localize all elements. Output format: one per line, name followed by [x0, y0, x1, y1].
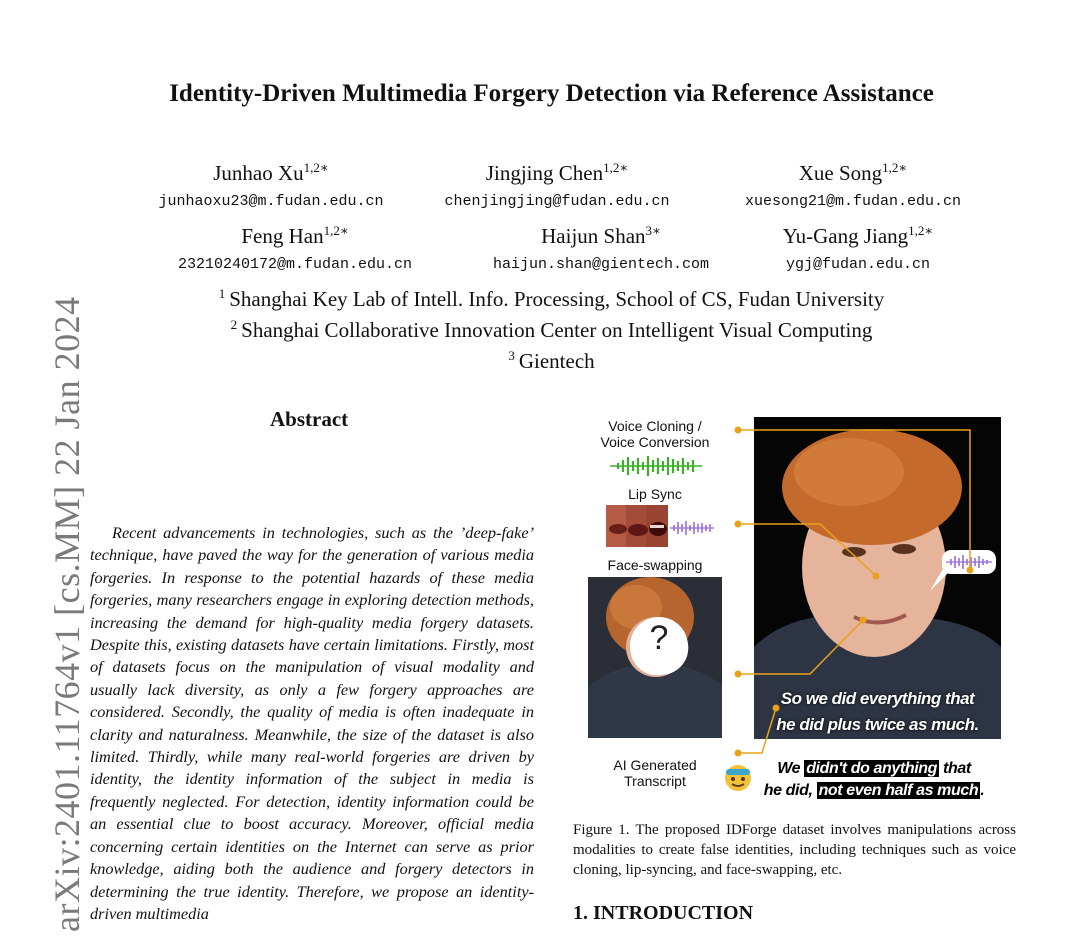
abstract-text: Recent advancements in technologies, such as the ’deep-fake’ technique, have paved the way for the generation of various media forgeries. In response to the potential hazards of these media forgeries, many researchers engage in exploring detection methods, increasing the demand for high-quality media forgery datasets. Despite this, existing datasets have certain limitations. Firstly, most of datasets focus on the manipulation of visual modality and usually lack diversity, as only a few forgery approaches are considered. Secondly, the quality of media is often inadequate in clarity and naturalness. Meanwhile, the size of the dataset is also limited. Thirdly, while many real-world forgeries are driven by identity, the identity information of the subject in media is frequently neglected. For detection, identity information could be an essential clue to boost accuracy. Moreover, official media concerning certain identities on the Internet can serve as prior knowledge, aiding both the audience and forgery detectors in determining the true identity. Therefore, we propose an identity-driven multimedia	[90, 523, 534, 923]
author-email: haijun.shan@gientech.com	[492, 256, 710, 273]
author-block	[145, 218, 445, 275]
author-block	[451, 218, 751, 275]
author-name: Jingjing Chen$^{1,2∗}$	[485, 160, 629, 185]
label-face-swapping: Face-swapping	[607, 557, 703, 573]
author-name: Feng Han$^{1,2∗}$	[241, 223, 349, 248]
affiliation-line: $^1$ Shanghai Key Lab of Intell. Info. Processing, School of CS, Fudan University	[218, 286, 885, 311]
author-email: ygj@fudan.edu.cn	[785, 256, 931, 273]
video-subtitle-line: he did plus twice as much.	[776, 715, 979, 734]
label-voice-cloning: Voice Cloning / Voice Conversion	[600, 418, 710, 450]
section-heading: 1. INTRODUCTION	[573, 902, 754, 924]
author-name: Yu-Gang Jiang$^{1,2∗}$	[782, 223, 934, 248]
author-name: Junhao $Xu^{1,2∗}$	[213, 160, 329, 185]
voice-waveform-icon	[610, 455, 702, 477]
author-email: 23210240172@m.fudan.edu.cn	[177, 256, 413, 273]
lip-sync-image	[606, 505, 668, 547]
author-block	[708, 218, 1008, 275]
question-mark: ?	[649, 619, 669, 657]
abstract-heading: Abstract	[270, 407, 349, 431]
author-email: xuesong21@m.fudan.edu.cn	[744, 193, 962, 210]
author-block	[703, 155, 1003, 212]
manipulated-text: not even half as much	[818, 782, 979, 799]
label-ai-transcript: AI Generated Transcript	[613, 757, 697, 789]
author-email: junhaoxu23@m.fudan.edu.cn	[158, 193, 384, 210]
affiliations	[0, 281, 1080, 374]
affiliation-line: $^3$ Gientech	[508, 348, 595, 373]
affiliation-line: $^2$ Shanghai Collaborative Innovation Center on Intelligent Visual Computing	[230, 317, 873, 342]
figure-caption: Figure 1. The proposed IDForge dataset involves manipulations across modalities to create false identities, including techniques such as voice cloning, lip-syncing, and face-swapping, etc.	[573, 822, 1016, 878]
author-name: Xue Song$^{1,2∗}$	[798, 160, 908, 185]
fake-transcript: We didn't do anything that he did, not even half as much .	[763, 760, 985, 799]
author-email: chenjingjing@fudan.edu.cn	[444, 193, 670, 210]
arxiv-identifier: arXiv:2401.11764v1 [cs.MM] 22 Jan 2024	[47, 296, 87, 932]
robot-face-icon	[722, 761, 754, 793]
author-name: Haijun Shan$^{3∗}$	[541, 223, 661, 248]
paper-title: Identity-Driven Multimedia Forgery Detection via Reference Assistance	[169, 80, 934, 107]
author-block	[121, 155, 421, 212]
author-block	[407, 155, 707, 212]
connector-lines	[700, 420, 1000, 765]
label-lip-sync: Lip Sync	[628, 486, 682, 502]
video-subtitle-line: So we did everything that	[780, 689, 975, 708]
manipulated-text: didn't do anything	[806, 760, 937, 777]
